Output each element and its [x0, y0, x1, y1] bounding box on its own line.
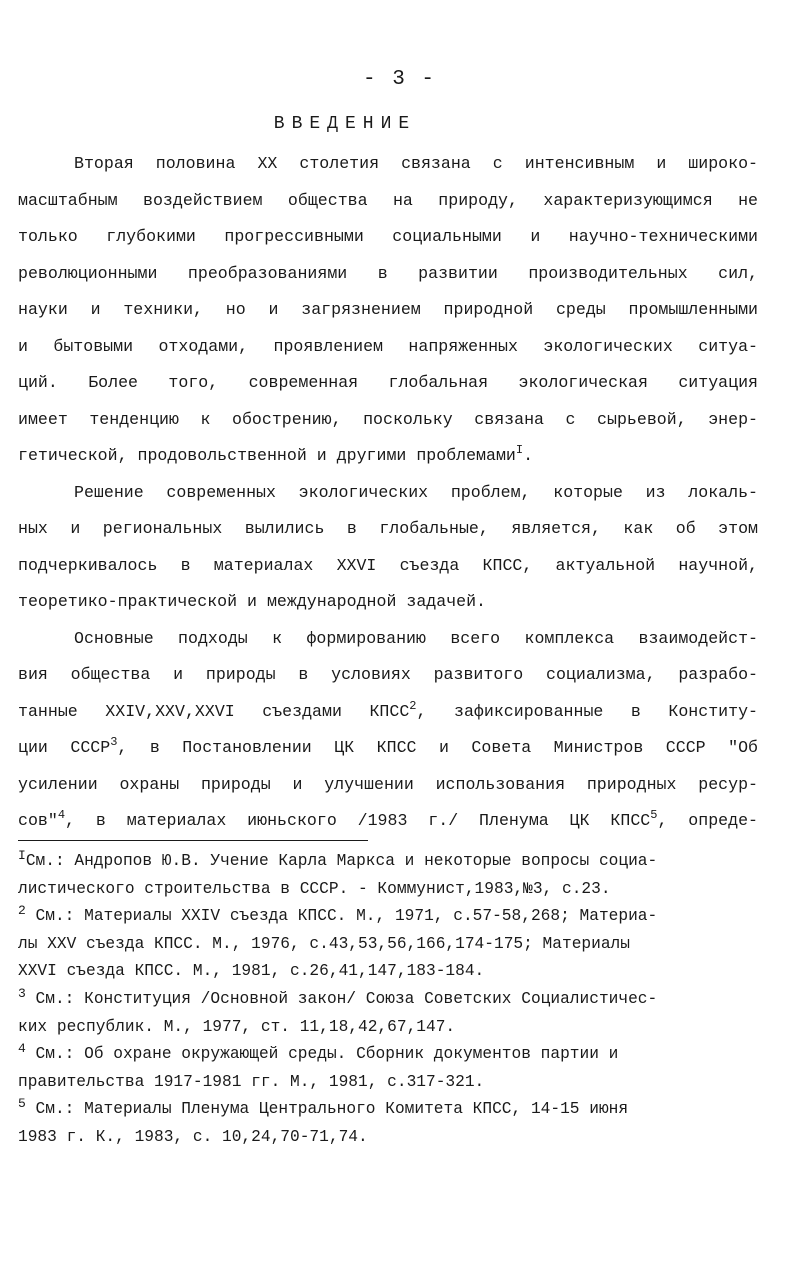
text-line: усилении охраны природы и улучшении использования природных ресур-: [18, 774, 758, 794]
footnote-line: листического строительства в СССР. - Коммунист,1983,№3, с.23.: [18, 879, 611, 898]
footnote-line: [18, 848, 758, 876]
footnote-ref: I: [515, 443, 524, 457]
text-line: гетической, продовольственной и другими проблемами$^I$.: [18, 443, 534, 465]
footnote-line: [18, 1096, 758, 1124]
section-title: ВВЕДЕНИЕ: [273, 114, 417, 134]
footnote-marker: I: [18, 848, 26, 863]
footnote-marker: 4: [18, 1041, 26, 1057]
text-line: вия общества и природы в условиях развитого социализма, разрабо-: [18, 665, 758, 684]
text-line: Вторая половина XX столетия связана с интенсивным и широко-: [74, 154, 758, 173]
text-line: только глубокими прогрессивными социальными и научно-техническими: [18, 227, 758, 246]
text-line: науки и техники, но и загрязнением природной среды промышленными: [18, 300, 758, 319]
text-segment: , опреде-: [657, 811, 758, 830]
text-line: имеет тенденцию к обострению, поскольку связана с сырьевой, энер-: [18, 409, 758, 429]
footnote-line: [18, 1041, 758, 1069]
text-line: [18, 803, 758, 840]
footnote-line: 1983 г. К., 1983, с. 10,24,70-71,74.: [18, 1127, 368, 1146]
footnote-ref: 5: [650, 808, 658, 822]
footnote-text: См.: Материалы Пленума Центрального Комитета КПСС, 14-15 июня: [35, 1100, 629, 1119]
text-line: ных и региональных вылились в глобальные, является, как об этом: [18, 519, 758, 538]
footnote-marker: 3: [18, 985, 26, 1001]
text-line: теоретико-практической и международной задачей.: [18, 592, 487, 611]
text-segment: ции СССР: [18, 738, 111, 757]
text-segment: , зафиксированные в Конститу-: [416, 701, 758, 721]
footnote-text: См.: Конституция /Основной закон/ Союза Советских Социалистичес-: [35, 989, 658, 1008]
text-line: революционными преобразованиями в развитии производительных сил,: [18, 263, 758, 283]
footnote-line: правительства 1917-1981 гг. М., 1981, с.317-321.: [18, 1072, 485, 1091]
text-line: масштабным воздействием общества на природу, характеризующимся не: [18, 190, 758, 210]
footnote-ref: 4: [57, 808, 66, 822]
page-number: - 3 -: [362, 68, 436, 91]
text-segment: , в материалах июньского /1983 г./ Пленума ЦК КПСС: [65, 811, 651, 830]
footnote-line: ких республик. М., 1977, ст. 11,18,42,67,147.: [18, 1017, 456, 1036]
footnote-ref: 2: [409, 698, 417, 713]
footnote-line: XXVI съезда КПСС. М., 1981, с.26,41,147,183-184.: [18, 962, 485, 981]
footnote-text: См.: Об охране окружающей среды. Сборник документов партии и: [35, 1045, 619, 1064]
footnote-separator: [18, 840, 368, 841]
text-line: Решение современных экологических проблем, которые из локаль-: [74, 482, 758, 502]
footnote-marker: 5: [18, 1096, 26, 1112]
text-line: [18, 694, 758, 731]
main-text: [18, 146, 758, 840]
footnotes: [18, 848, 758, 1152]
text-line: и бытовыми отходами, проявлением напряженных экологических ситуа-: [18, 336, 758, 356]
text-line: ций. Более того, современная глобальная экологическая ситуация: [18, 373, 758, 392]
text-segment: гетической, продовольственной и другими проблемами: [18, 446, 516, 465]
text-segment: сов": [18, 811, 58, 830]
footnote-line: [18, 986, 758, 1014]
footnote-line: [18, 903, 758, 931]
footnote-marker: 2: [18, 903, 26, 919]
text-line: подчеркивалось в материалах XXVI съезда КПСС, актуальной научной,: [18, 555, 758, 575]
text-line: Основные подходы к формированию всего комплекса взаимодейст-: [74, 628, 758, 648]
footnote-text: См.: Андропов Ю.В. Учение Карла Маркса и некоторые вопросы социа-: [25, 852, 658, 870]
footnote-text: См.: Материалы XXIV съезда КПСС. М., 1971, с.57-58,268; Материа-: [35, 907, 658, 926]
footnote-ref: 3: [110, 735, 118, 749]
text-segment: танные XXIV,XXV,XXVI съездами КПСС: [18, 701, 410, 721]
text-line: [18, 730, 758, 767]
text-segment: , в Постановлении ЦК КПСС и Совета Министров СССР "Об: [117, 738, 758, 757]
footnote-line: лы XXV съезда КПСС. М., 1976, с.43,53,56,166,174-175; Материалы: [18, 934, 630, 953]
